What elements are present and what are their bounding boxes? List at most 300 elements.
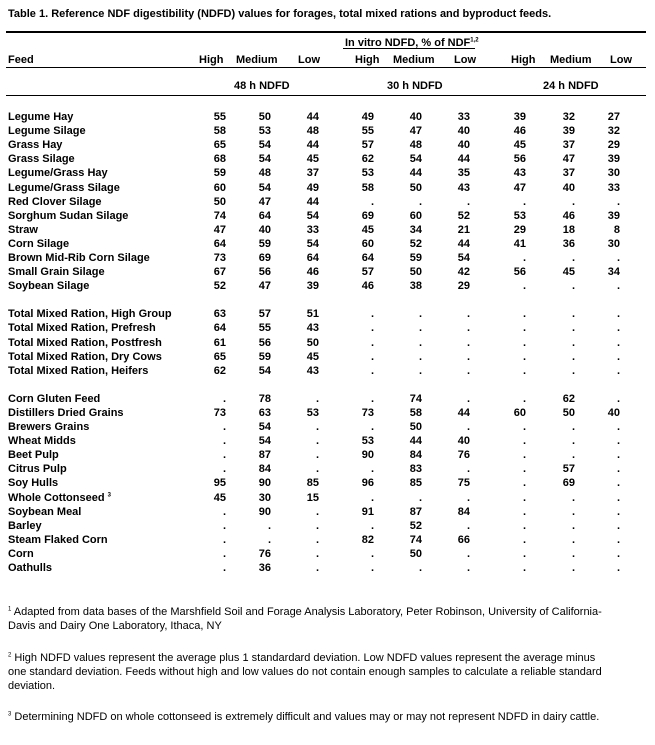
value-cell: . [222, 392, 226, 405]
value-cell: . [466, 562, 470, 575]
value-cell: 35 [457, 167, 470, 180]
value-cell: 40 [457, 125, 470, 138]
value-cell: 44 [409, 167, 422, 180]
feed-name [8, 110, 203, 124]
value-cell: 27 [607, 111, 620, 124]
feed-name [8, 364, 203, 378]
value-cell: . [370, 463, 374, 476]
value-cell: . [418, 350, 422, 363]
value-cell: 50 [213, 195, 226, 208]
value-cell: . [616, 421, 620, 434]
value-cell: . [222, 547, 226, 560]
value-cell: . [222, 519, 226, 532]
value-cell: . [522, 491, 526, 504]
value-cell: . [571, 308, 575, 321]
value-cell: 18 [562, 223, 575, 236]
table-row [8, 392, 620, 406]
feed-name [8, 476, 203, 490]
value-cell: . [616, 322, 620, 335]
value-cell: . [418, 562, 422, 575]
value-cell: . [370, 364, 374, 377]
value-cell: 50 [409, 421, 422, 434]
value-cell: 75 [457, 477, 470, 490]
value-cell: 55 [258, 322, 271, 335]
feed-label: Total Mixed Ration, Postfresh [8, 336, 162, 349]
feed-name [8, 336, 203, 350]
feed-name [8, 321, 203, 335]
value-cell: 43 [306, 364, 319, 377]
table-row [8, 448, 620, 462]
value-cell: 40 [457, 139, 470, 152]
value-cell: 63 [213, 308, 226, 321]
value-cell: 84 [457, 505, 470, 518]
feed-label: Legume/Grass Silage [8, 181, 120, 194]
feed-name [8, 166, 203, 180]
value-cell: . [370, 308, 374, 321]
value-cell: . [571, 350, 575, 363]
feed-name [8, 434, 203, 448]
value-cell: . [370, 491, 374, 504]
feed-name [8, 350, 203, 364]
feed-name [8, 180, 203, 194]
value-cell: 60 [409, 209, 422, 222]
table-row [8, 166, 620, 180]
header-rule [6, 67, 646, 68]
value-cell: 95 [213, 477, 226, 490]
value-cell: . [616, 350, 620, 363]
value-cell: 44 [457, 407, 470, 420]
value-cell: . [571, 562, 575, 575]
footnote-2-marker: 2 [8, 652, 12, 659]
value-cell: 46 [306, 266, 319, 279]
value-cell: 66 [457, 533, 470, 546]
value-cell: 52 [457, 209, 470, 222]
value-cell: 50 [306, 336, 319, 349]
feed-name [8, 251, 203, 265]
value-cell: . [466, 463, 470, 476]
table-row [8, 547, 620, 561]
value-cell: 60 [361, 237, 374, 250]
feed-label: Soybean Meal [8, 505, 82, 518]
value-cell: 29 [607, 139, 620, 152]
value-cell: 78 [258, 392, 271, 405]
value-cell: 68 [213, 153, 226, 166]
value-cell: . [522, 350, 526, 363]
value-cell: . [616, 533, 620, 546]
col-low-48: Low [298, 54, 320, 66]
value-cell: 46 [513, 125, 526, 138]
table-row [8, 307, 620, 321]
section-spacer [8, 378, 620, 392]
value-cell: . [418, 364, 422, 377]
feed-name [8, 138, 203, 152]
value-cell: 73 [213, 251, 226, 264]
value-cell: 49 [306, 181, 319, 194]
feed-name [8, 462, 203, 476]
feed-label: Corn Gluten Feed [8, 392, 101, 405]
value-cell: 32 [607, 125, 620, 138]
value-cell: 57 [562, 463, 575, 476]
value-cell: . [466, 421, 470, 434]
value-cell: 36 [258, 562, 271, 575]
value-cell: 50 [409, 181, 422, 194]
value-cell: 55 [361, 125, 374, 138]
footnote-3 [8, 710, 608, 724]
value-cell: . [522, 519, 526, 532]
value-cell: . [571, 519, 575, 532]
value-cell: . [466, 350, 470, 363]
feed-label: Total Mixed Ration, Heifers [8, 364, 149, 377]
feed-name [8, 448, 203, 462]
value-cell: 42 [457, 266, 470, 279]
value-cell: 82 [361, 533, 374, 546]
value-cell: 55 [213, 111, 226, 124]
feed-label: Straw [8, 223, 38, 236]
feed-label: Grass Silage [8, 153, 75, 166]
feed-label: Legume Silage [8, 125, 86, 138]
table-row [8, 406, 620, 420]
value-cell: . [522, 547, 526, 560]
value-cell: 37 [306, 167, 319, 180]
value-cell: . [370, 547, 374, 560]
value-cell: 48 [409, 139, 422, 152]
group-rule [6, 95, 646, 96]
value-cell: 34 [409, 223, 422, 236]
feed-label: Total Mixed Ration, Dry Cows [8, 350, 162, 363]
value-cell: . [616, 251, 620, 264]
value-cell: 54 [258, 181, 271, 194]
value-cell: . [616, 477, 620, 490]
value-cell: . [571, 421, 575, 434]
value-cell: . [571, 491, 575, 504]
value-cell: . [522, 505, 526, 518]
value-cell: 47 [409, 125, 422, 138]
col-medium-30: Medium [393, 54, 435, 66]
value-cell: 47 [513, 181, 526, 194]
col-high-24: High [511, 54, 536, 66]
feed-label: Whole Cottonseed [8, 491, 105, 504]
value-cell: 37 [562, 167, 575, 180]
value-cell: . [571, 322, 575, 335]
feed-name [8, 237, 203, 251]
value-cell: 76 [258, 547, 271, 560]
value-cell: 76 [457, 449, 470, 462]
feed-label: Small Grain Silage [8, 266, 105, 279]
value-cell: . [315, 435, 319, 448]
table-row [8, 533, 620, 547]
footnote-2 [8, 651, 608, 693]
feed-name [8, 195, 203, 209]
value-cell: . [616, 280, 620, 293]
value-cell: 69 [562, 477, 575, 490]
value-cell: 90 [361, 449, 374, 462]
ndfd-table [8, 110, 620, 575]
value-cell: . [571, 251, 575, 264]
feed-name [8, 561, 203, 575]
value-cell: 50 [562, 407, 575, 420]
table-row [8, 491, 620, 505]
table-row [8, 124, 620, 138]
value-cell: 58 [409, 407, 422, 420]
value-cell: 69 [361, 209, 374, 222]
value-cell: 44 [306, 111, 319, 124]
value-cell: . [370, 562, 374, 575]
value-cell: 50 [258, 111, 271, 124]
value-cell: . [222, 449, 226, 462]
value-cell: 85 [306, 477, 319, 490]
feed-label: Corn Silage [8, 237, 70, 250]
value-cell: 50 [409, 266, 422, 279]
table-row [8, 561, 620, 575]
value-cell: . [616, 392, 620, 405]
value-cell: 46 [562, 209, 575, 222]
value-cell: 73 [361, 407, 374, 420]
footnote-1-text: Adapted from data bases of the Marshfield Soil and Forage Analysis Laboratory, Peter Robinson, University of California-Davis and Dairy One Laboratory, Ithaca, NY [8, 606, 602, 632]
value-cell: 54 [457, 251, 470, 264]
value-cell: . [222, 463, 226, 476]
table-row [8, 462, 620, 476]
value-cell: 54 [258, 435, 271, 448]
feed-name [8, 124, 203, 138]
table-row [8, 505, 620, 519]
value-cell: . [571, 364, 575, 377]
value-cell: . [522, 533, 526, 546]
value-cell: 56 [513, 153, 526, 166]
value-cell: 53 [306, 407, 319, 420]
value-cell: 40 [607, 407, 620, 420]
value-cell: 64 [213, 237, 226, 250]
feed-name [8, 420, 203, 434]
value-cell: . [370, 336, 374, 349]
value-cell: 54 [258, 139, 271, 152]
table-row [8, 209, 620, 223]
value-cell: . [466, 519, 470, 532]
value-cell: 69 [258, 251, 271, 264]
feed-name [8, 307, 203, 321]
feed-footnote-ref: 3 [107, 491, 111, 498]
col-high-30: High [355, 54, 380, 66]
footnote-1 [8, 605, 608, 633]
value-cell: . [370, 519, 374, 532]
value-cell: 54 [258, 153, 271, 166]
value-cell: . [222, 562, 226, 575]
value-cell: 53 [513, 209, 526, 222]
feed-label: Legume/Grass Hay [8, 167, 108, 180]
feed-column-header: Feed [8, 54, 34, 66]
value-cell: 30 [607, 167, 620, 180]
feed-label: Soybean Silage [8, 280, 90, 293]
value-cell: 45 [513, 139, 526, 152]
value-cell: 90 [258, 477, 271, 490]
value-cell: . [522, 336, 526, 349]
table-row [8, 336, 620, 350]
value-cell: . [522, 435, 526, 448]
value-cell: 61 [213, 336, 226, 349]
feed-label: Red Clover Silage [8, 195, 102, 208]
value-cell: . [522, 477, 526, 490]
value-cell: . [571, 336, 575, 349]
value-cell: 32 [562, 111, 575, 124]
value-cell: . [466, 364, 470, 377]
value-cell: . [466, 392, 470, 405]
feed-name [8, 279, 203, 293]
table-row [8, 279, 620, 293]
value-cell: 15 [306, 491, 319, 504]
value-cell: 47 [213, 223, 226, 236]
value-cell: 47 [562, 153, 575, 166]
value-cell: 54 [258, 421, 271, 434]
feed-label: Legume Hay [8, 111, 74, 124]
feed-label: Brewers Grains [8, 421, 90, 434]
value-cell: 39 [513, 111, 526, 124]
value-cell: 54 [258, 364, 271, 377]
value-cell: . [522, 322, 526, 335]
value-cell: . [616, 519, 620, 532]
value-cell: . [616, 505, 620, 518]
value-cell: 29 [513, 223, 526, 236]
value-cell: . [267, 533, 271, 546]
value-cell: 83 [409, 463, 422, 476]
value-cell: 87 [409, 505, 422, 518]
value-cell: 64 [306, 251, 319, 264]
value-cell: 45 [306, 350, 319, 363]
table-row [8, 364, 620, 378]
table-row [8, 350, 620, 364]
value-cell: 43 [306, 322, 319, 335]
value-cell: . [267, 519, 271, 532]
table-row [8, 519, 620, 533]
value-cell: . [571, 449, 575, 462]
value-cell: . [571, 435, 575, 448]
value-cell: 67 [213, 266, 226, 279]
table-row [8, 180, 620, 194]
value-cell: . [315, 505, 319, 518]
value-cell: 87 [258, 449, 271, 462]
value-cell: 37 [562, 139, 575, 152]
value-cell: 74 [409, 392, 422, 405]
value-cell: 44 [306, 139, 319, 152]
value-cell: . [466, 308, 470, 321]
value-cell: 57 [258, 308, 271, 321]
value-cell: . [315, 449, 319, 462]
value-cell: . [370, 421, 374, 434]
table-row [8, 476, 620, 490]
value-cell: . [466, 195, 470, 208]
value-cell: 29 [457, 280, 470, 293]
footnote-3-text: Determining NDFD on whole cottonseed is extremely difficult and values may or may not represent NDFD in dairy cattle. [14, 711, 600, 723]
value-cell: . [571, 195, 575, 208]
value-cell: . [222, 505, 226, 518]
value-cell: 56 [258, 336, 271, 349]
value-cell: 60 [513, 407, 526, 420]
value-cell: 33 [457, 111, 470, 124]
table-row [8, 420, 620, 434]
feed-name [8, 265, 203, 279]
value-cell: . [616, 449, 620, 462]
value-cell: . [315, 463, 319, 476]
value-cell: . [370, 350, 374, 363]
value-cell: 63 [258, 407, 271, 420]
value-cell: 65 [213, 139, 226, 152]
value-cell: 43 [513, 167, 526, 180]
value-cell: . [466, 322, 470, 335]
value-cell: . [616, 491, 620, 504]
value-cell: 54 [306, 237, 319, 250]
value-cell: 53 [361, 167, 374, 180]
feed-label: Corn [8, 547, 34, 560]
value-cell: 54 [306, 209, 319, 222]
feed-label: Soy Hulls [8, 477, 59, 490]
value-cell: 38 [409, 280, 422, 293]
value-cell: 40 [409, 111, 422, 124]
feed-label: Beet Pulp [8, 449, 59, 462]
value-cell: 60 [213, 181, 226, 194]
value-cell: 51 [306, 308, 319, 321]
value-cell: 33 [607, 181, 620, 194]
value-cell: . [616, 562, 620, 575]
value-cell: . [315, 533, 319, 546]
group-24h: 24 h NDFD [543, 80, 599, 92]
invitro-header-label: In vitro NDFD, % of NDF [345, 37, 471, 49]
feed-name [8, 209, 203, 223]
value-cell: 39 [562, 125, 575, 138]
value-cell: 59 [213, 167, 226, 180]
value-cell: 84 [258, 463, 271, 476]
value-cell: 57 [361, 266, 374, 279]
value-cell: 40 [562, 181, 575, 194]
table-row [8, 237, 620, 251]
value-cell: 91 [361, 505, 374, 518]
value-cell: . [222, 533, 226, 546]
value-cell: 90 [258, 505, 271, 518]
value-cell: 96 [361, 477, 374, 490]
value-cell: . [315, 392, 319, 405]
feed-name [8, 152, 203, 166]
group-48h: 48 h NDFD [234, 80, 290, 92]
col-high-48: High [199, 54, 224, 66]
value-cell: . [522, 280, 526, 293]
value-cell: 50 [409, 547, 422, 560]
value-cell: 21 [457, 223, 470, 236]
value-cell: . [315, 547, 319, 560]
value-cell: . [418, 308, 422, 321]
feed-label: Oathulls [8, 562, 53, 575]
value-cell: . [315, 421, 319, 434]
value-cell: 53 [258, 125, 271, 138]
table-title: Table 1. Reference NDF digestibility (NDFD) values for forages, total mixed rations and byproduct feeds. [8, 8, 552, 20]
table-row [8, 223, 620, 237]
value-cell: 62 [213, 364, 226, 377]
value-cell: 33 [306, 223, 319, 236]
value-cell: . [522, 251, 526, 264]
value-cell: . [571, 505, 575, 518]
value-cell: . [522, 364, 526, 377]
value-cell: . [370, 322, 374, 335]
feed-label: Sorghum Sudan Silage [8, 209, 129, 222]
value-cell: 59 [258, 350, 271, 363]
value-cell: 52 [409, 519, 422, 532]
feed-label: Barley [8, 519, 42, 532]
table-row [8, 251, 620, 265]
value-cell: . [522, 421, 526, 434]
feed-label: Citrus Pulp [8, 463, 67, 476]
value-cell: 45 [213, 491, 226, 504]
value-cell: 34 [607, 266, 620, 279]
value-cell: 59 [258, 237, 271, 250]
footnote-3-marker: 3 [8, 711, 12, 718]
value-cell: 39 [607, 209, 620, 222]
value-cell: 39 [607, 153, 620, 166]
